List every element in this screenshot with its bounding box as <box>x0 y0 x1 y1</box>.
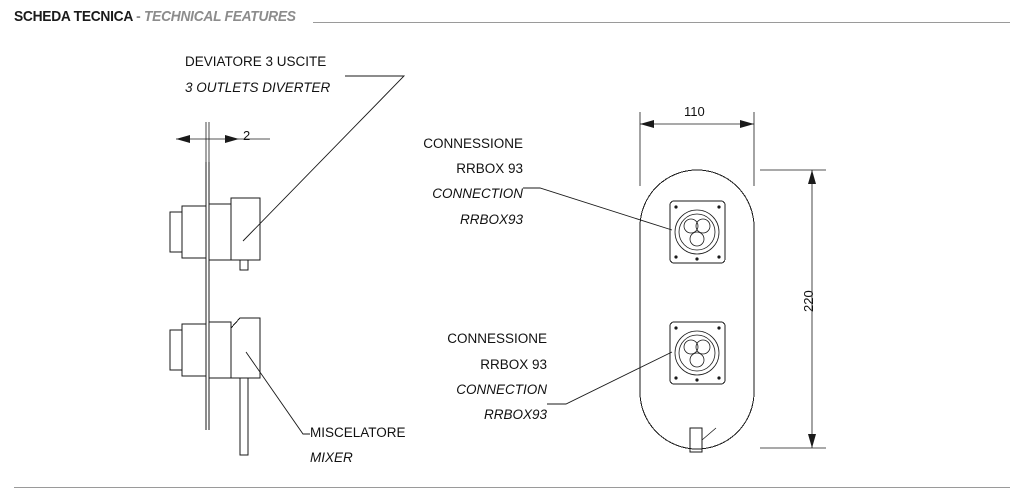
callout-connection-top-it-line2: RRBOX 93 <box>456 161 523 176</box>
front-view-body <box>640 170 754 452</box>
page-title-separator: - <box>132 8 144 25</box>
callout-connection-bottom-it-line2: RRBOX 93 <box>480 357 547 372</box>
dimension-height-220 <box>760 170 826 448</box>
side-view-diverter <box>170 162 260 300</box>
page-title-main: SCHEDA TECNICA <box>14 8 133 25</box>
leader-connection-top <box>523 188 672 230</box>
leader-mixer <box>246 352 310 434</box>
side-view-mixer <box>170 300 260 455</box>
dimension-label-2: 2 <box>243 128 251 143</box>
page-header <box>0 0 1024 42</box>
callout-diverter-it: DEVIATORE 3 USCITE <box>185 54 327 69</box>
dimension-thickness-2 <box>176 122 270 170</box>
callout-connection-bottom-en-line2: RRBOX93 <box>483 407 547 422</box>
callout-connection-top-it-line1: CONNESSIONE <box>423 136 523 151</box>
callout-mixer-en: MIXER <box>310 450 353 465</box>
front-view-connection-bottom <box>670 322 725 384</box>
footer-divider <box>14 487 1010 488</box>
callout-connection-top-en-line2: RRBOX93 <box>459 212 523 227</box>
callout-connection-top-en-line1: CONNECTION <box>432 186 523 201</box>
dimension-label-220: 220 <box>801 290 816 312</box>
header-divider <box>313 22 1010 23</box>
page-title <box>14 8 296 25</box>
dimension-width-110 <box>640 112 754 186</box>
dimension-label-110: 110 <box>684 104 705 119</box>
callout-diverter-en: 3 OUTLETS DIVERTER <box>185 80 331 95</box>
page-title-italic: TECHNICAL FEATURES <box>143 8 296 25</box>
front-view-connection-top <box>670 201 725 263</box>
callout-mixer-it: MISCELATORE <box>310 425 406 440</box>
callout-connection-bottom-it-line1: CONNESSIONE <box>447 331 547 346</box>
callout-connection-bottom-en-line1: CONNECTION <box>456 382 547 397</box>
leader-connection-bottom <box>547 352 672 404</box>
